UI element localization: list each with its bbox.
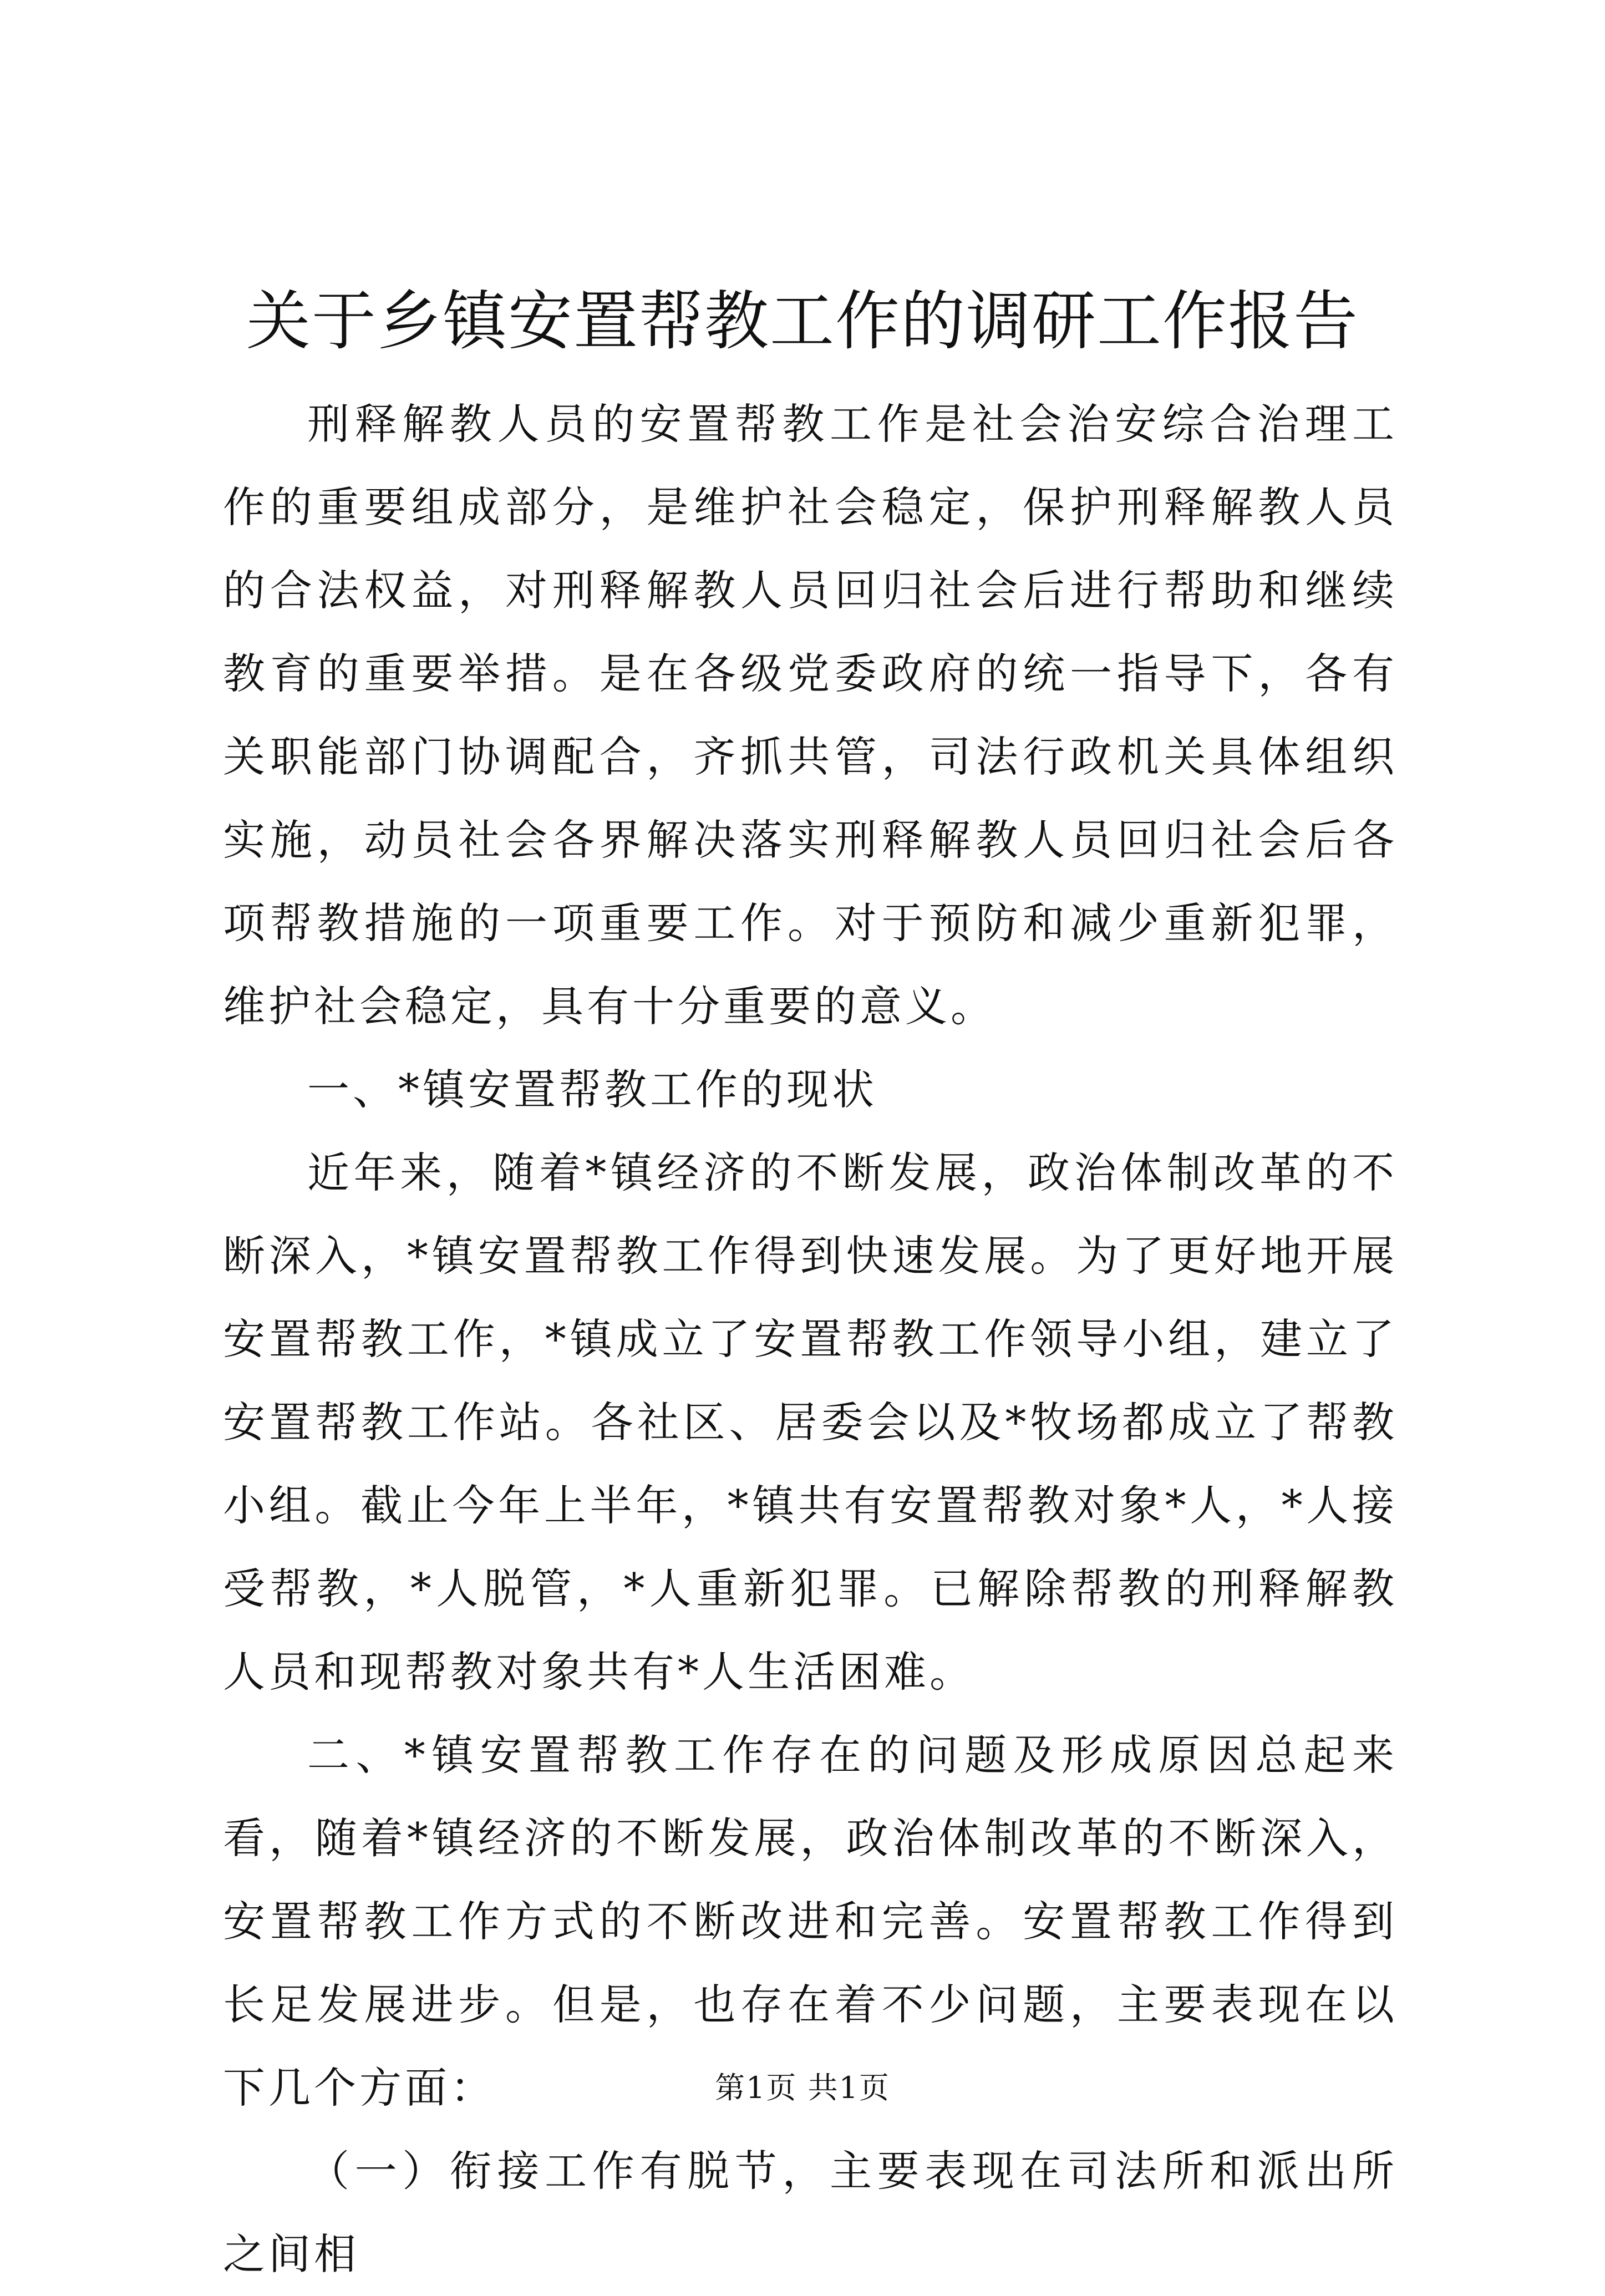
subsection-1-paragraph: （一）衔接工作有脱节，主要表现在司法所和派出所之间相 xyxy=(223,2146,1398,2279)
page-footer: 第1页 共1页 xyxy=(715,2070,890,2105)
document-title: 关于乡镇安置帮教工作的调研工作报告 xyxy=(246,284,1359,359)
document-body xyxy=(223,383,1398,2296)
section-heading-1: 一、*镇安置帮教工作的现状 xyxy=(307,1065,877,1114)
section-1-paragraph: 近年来，随着*镇经济的不断发展，政治体制改革的不断深入，*镇安置帮教工作得到快速发展。为了更好地开展安置帮教工作，*镇成立了安置帮教工作领导小组，建立了安置帮教工作站。各社区、居委会以及*牧场都成立了帮教小组。截止今年上半年，*镇共有安置帮教对象*人，*人接受帮教，*人脱管，*人重新犯罪。已解除帮教的刑释解教人员和现帮教对象共有*人生活困难。 xyxy=(223,1148,1398,1696)
intro-paragraph: 刑释解教人员的安置帮教工作是社会治安综合治理工作的重要组成部分，是维护社会稳定，保护刑释解教人员的合法权益，对刑释解教人员回归社会后进行帮助和继续教育的重要举措。是在各级党委政府的统一指导下，各有关职能部门协调配合，齐抓共管，司法行政机关具体组织实施，动员社会各界解决落实刑释解教人员回归社会后各项帮教措施的一项重要工作。对于预防和减少重新犯罪，维护社会稳定，具有十分重要的意义。 xyxy=(223,399,1398,1031)
section-2-paragraph: 二、*镇安置帮教工作存在的问题及形成原因总起来看，随着*镇经济的不断发展，政治体制改革的不断深入，安置帮教工作方式的不断改进和完善。安置帮教工作得到长足发展进步。但是，也存在着不少问题，主要表现在以下几个方面： xyxy=(223,1730,1398,2112)
